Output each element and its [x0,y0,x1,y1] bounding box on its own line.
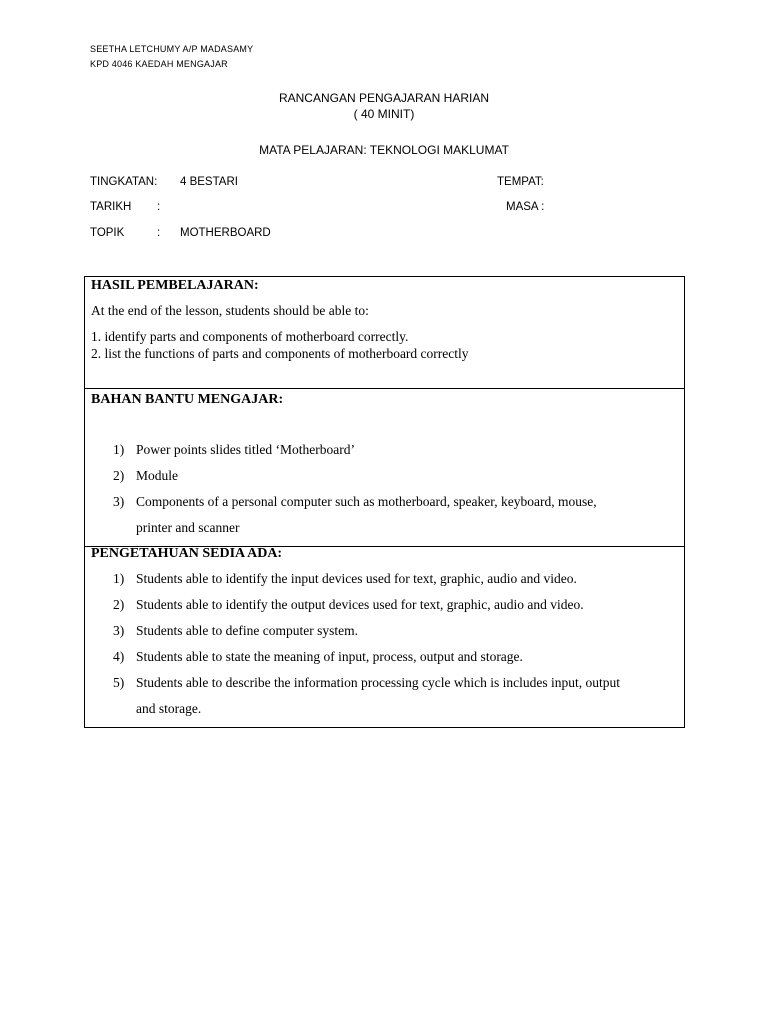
topik-value: MOTHERBOARD [180,227,271,239]
tingkatan-label: TINGKATAN: [90,176,158,188]
list-text: Students able to describe the information processing cycle which is includes input, output [136,675,621,690]
list-number: 2) [113,468,125,483]
list-text: Students able to state the meaning of input, process, output and storage. [136,649,523,664]
list-text: Students able to define computer system. [136,623,358,638]
hasil-objective-1: 1. identify parts and components of motherboard correctly. [91,329,409,344]
bahan-bantu-section [85,389,684,547]
list-text: Module [136,468,178,483]
duration: ( 40 MINIT) [353,107,415,121]
tarikh-colon: : [157,201,161,213]
list-text: Components of a personal computer such as motherboard, speaker, keyboard, mouse, [136,494,597,509]
list-text: Students able to identify the output devices used for text, graphic, audio and video. [136,597,584,612]
list-text: and storage. [136,701,202,716]
list-text: Students able to identify the input devices used for text, graphic, audio and video. [136,571,577,586]
hasil-pembelajaran-section [85,277,684,389]
list-number: 3) [113,494,125,509]
pengetahuan-section [85,547,684,727]
list-number: 1) [113,571,125,586]
topik-colon: : [157,227,161,239]
bahan-heading: BAHAN BANTU MENGAJAR: [91,392,284,407]
list-number: 4) [113,649,125,664]
list-text: printer and scanner [136,520,240,535]
tarikh-label: TARIKH [90,201,132,213]
document-title: RANCANGAN PENGAJARAN HARIAN [278,91,490,105]
tingkatan-value: 4 BESTARI [180,176,238,188]
hasil-intro: At the end of the lesson, students should be able to: [91,303,369,318]
list-number: 1) [113,442,125,457]
subject-line: MATA PELAJARAN: TEKNOLOGI MAKLUMAT [259,143,509,157]
hasil-heading: HASIL PEMBELAJARAN: [91,278,259,293]
tempat-label: TEMPAT: [497,176,544,188]
course-code: KPD 4046 KAEDAH MENGAJAR [90,59,228,69]
list-number: 2) [113,597,125,612]
list-text: Power points slides titled ‘Motherboard’ [136,442,355,457]
author-name: SEETHA LETCHUMY A/P MADASAMY [90,44,254,54]
hasil-objective-2: 2. list the functions of parts and components of motherboard correctly [91,346,469,361]
pengetahuan-heading: PENGETAHUAN SEDIA ADA: [91,546,283,561]
lesson-plan-table [84,276,685,728]
masa-label: MASA : [506,201,545,213]
list-number: 5) [113,675,125,690]
list-number: 3) [113,623,125,638]
topik-label: TOPIK [90,227,125,239]
